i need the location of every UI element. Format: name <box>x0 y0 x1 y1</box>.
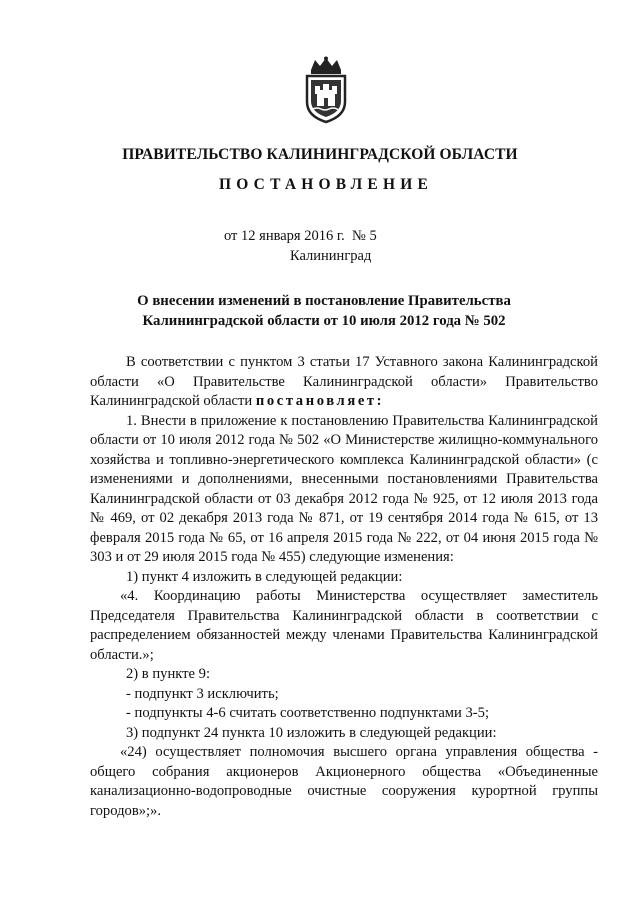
organization-name: ПРАВИТЕЛЬСТВО КАЛИНИНГРАДСКОЙ ОБЛАСТИ <box>122 146 518 163</box>
quote-2-paragraph: «24) осуществляет полномочия высшего органа управления общества - общего собрания акционеров Акционерного общества «Объединенные канализационно-водопроводные очистные сооружения курортной группы городов»;». <box>90 744 598 819</box>
subitem-2b-paragraph: - подпункты 4-6 считать соответственно подпунктами 3-5; <box>126 705 489 721</box>
coat-of-arms-icon <box>301 56 351 124</box>
city-name: Калининград <box>290 248 372 264</box>
date-number-line: от 12 января 2016 г. № 5 <box>224 228 377 244</box>
title-line-2: Калининградской области от 10 июля 2012 года № 502 <box>142 313 506 329</box>
item-1-paragraph: 1. Внести в приложение к постановлению Правительства Калининградской области от 10 июля 2012 года № 502 «О Министерстве жилищно-коммунального хозяйства и топливно-энергетического комплекса Калининградской области» (с изменениями и дополнениями, внесенными постановлениями Правительства Калининградской области от 03 декабря 2012 года № 925, от 12 июля 2013 года № 469, от 02 декабря 2013 года № 871, от 19 сентября 2014 года № 615, от 13 февраля 2015 года № 65, от 16 апреля 2015 года № 222, от 04 июня 2015 года № 303 и от 29 июля 2015 года № 455) следующие изменения: <box>90 412 598 565</box>
subitem-2a-paragraph: - подпункт 3 исключить; <box>126 685 279 702</box>
quote-1-paragraph: «4. Координацию работы Министерства осуществляет заместитель Председателя Правительства Калининградской области в соответствии с распределением обязанностей между членами Правительства Калининградской области.»; <box>90 588 598 663</box>
subitem-3-paragraph: 3) подпункт 24 пункта 10 изложить в следующей редакции: <box>126 724 497 741</box>
preamble-keyword: постановляет: <box>255 393 385 409</box>
document-body <box>90 353 598 821</box>
title-line-1: О внесении изменений в постановление Правительства <box>137 293 511 309</box>
preamble-paragraph <box>90 353 598 412</box>
subitem-2-paragraph: 2) в пункте 9: <box>126 666 211 682</box>
subitem-1-paragraph: 1) пункт 4 изложить в следующей редакции: <box>126 568 403 585</box>
document-type: ПОСТАНОВЛЕНИЕ <box>218 176 434 193</box>
preamble-text: В соответствии с пунктом 3 статьи 17 Уставного закона Калининградской области «О Правительстве Калининградской области» Правительство Калининградской области <box>90 354 598 409</box>
document-title <box>4 291 640 331</box>
